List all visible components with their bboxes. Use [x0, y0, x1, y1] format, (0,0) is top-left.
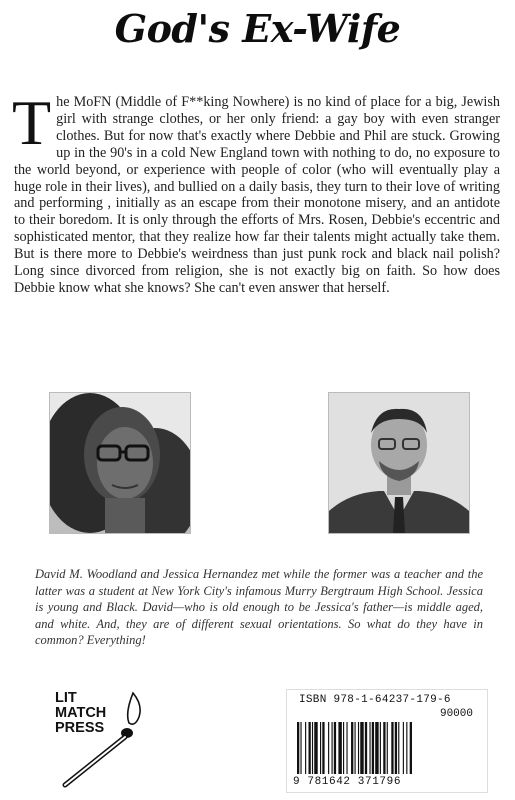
ean-number: 9 781642 371796	[293, 776, 402, 788]
back-cover-blurb	[12, 87, 500, 297]
publisher-name-line-1: LIT	[55, 690, 77, 706]
book-title: God's Ex-Wife	[114, 6, 401, 51]
isbn-number: ISBN 978-1-64237-179-6	[299, 694, 451, 706]
isbn-barcode	[286, 689, 488, 793]
publisher-name-line-2: MATCH	[55, 705, 107, 721]
publisher-logo	[55, 683, 165, 793]
portrait-woman-image	[50, 393, 190, 533]
matchstick-icon	[55, 683, 165, 793]
blurb-text: he MoFN (Middle of F**king Nowhere) is no kind of place for a big, Jewish girl with strange clothes, or her only friend: a gay boy with even stranger clothes. But for now that's exactly where Debbie and Phil are stuck. Growing up in the 90's in a cold New England town with nothing to do, no exposure to the world beyond, or experience with people of color (who will eventually play a huge role in their lives), and bullied on a daily basis, they turn to their love of writing and performing , initially as an escape from their monotone misery, and an antidote to their boredom. It is only through the efforts of Mrs. Rosen, Debbie's eccentric and sophisticated mentor, that they realize how far their talents might actually take them. But is there more to Debbie's weirdness than just punk rock and black nail polish? Long since divorced from religion, she is not exactly big on faith. So how does Debbie know what she knows? She can't even answer that herself.	[14, 94, 500, 296]
publisher-name-line-3: PRESS	[55, 720, 105, 736]
portrait-man-image	[329, 393, 469, 533]
barcode-bars-icon	[297, 722, 477, 776]
drop-cap: T	[12, 87, 52, 158]
author-photo-david	[328, 392, 470, 534]
price-code: 90000	[439, 708, 473, 720]
author-photo-jessica	[49, 392, 191, 534]
authors-bio: David M. Woodland and Jessica Hernandez met while the former was a teacher and the latter was a student at New York City's infamous Murry Bergtraum High School. Jessica is young and Black. David—who is old enough to be Jessica's father—is middle aged, and white. And, they are of different sexual orientations. So what do they have in common? Everything!	[35, 567, 483, 648]
